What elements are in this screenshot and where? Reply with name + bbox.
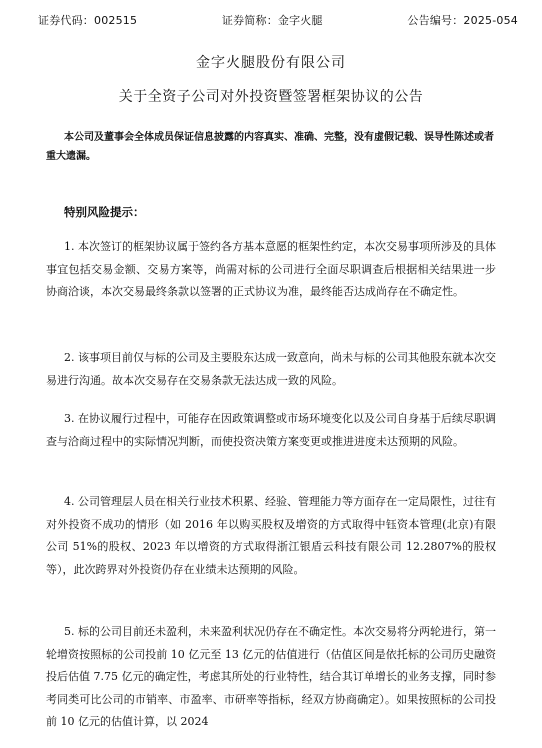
board-statement: 本公司及董事会全体成员保证信息披露的内容真实、准确、完整，没有虚假记载、误导性陈述或者重大遗漏。 <box>46 132 494 162</box>
risk-paragraph-2: 2. 该事项目前仅与标的公司及主要股东达成一致意向，尚未与标的公司其他股东就本次交易进行沟通。故本次交易存在交易条款无法达成一致的风险。 <box>46 351 496 387</box>
risk-paragraph-5: 5. 标的公司目前还未盈利，未来盈利状况仍存在不确定性。本次交易将分两轮进行，第一轮增资按照标的公司投前 10 亿元至 13 亿元的估值进行（估值区间是依托标的公司历史融资投后估值 7.75 亿元的确定性，考虑其所处的行业特性，结合其订单增长的业务支撑，同时参考同类可比公司的市销率、市盈率、市研率等指标，经双方协商确定）。如果按照标的公司投前 10 亿元的估值计算，以 2024 <box>46 625 496 728</box>
announcement-title: 关于全资子公司对外投资暨签署框架协议的公告 <box>118 89 424 105</box>
announcement-number: 公告编号：2025-054 <box>407 14 518 27</box>
company-name: 金字火腿股份有限公司 <box>196 55 346 71</box>
risk-paragraph-4: 4. 公司管理层人员在相关行业技术积累、经验、管理能力等方面存在一定局限性，过往有对外投资不成功的情形（如 2016 年以购买股权及增资的方式取得中钰资本管理(北京)有限公司 51%的股权、2023 年以增资的方式取得浙江银盾云科技有限公司 12.2807%的股权等），此次跨界对外投资仍存在业绩未达预期的风险。 <box>46 495 496 576</box>
risk-heading: 特别风险提示： <box>64 205 145 219</box>
stock-code: 证券代码：002515 <box>38 14 138 27</box>
document-header <box>38 12 518 28</box>
risk-paragraph-1: 1. 本次签订的框架协议属于签约各方基本意愿的框架性约定，本次交易事项所涉及的具体事宜包括交易金额、交易方案等，尚需对标的公司进行全面尽职调查后根据相关结果进一步协商洽谈，本次交易最终条款以签署的正式协议为准，最终能否达成尚存在不确定性。 <box>46 240 496 298</box>
stock-abbreviation: 证券简称：金字火腿 <box>221 14 323 27</box>
risk-paragraph-3: 3. 在协议履行过程中，可能存在因政策调整或市场环境变化以及公司自身基于后续尽职调查与洽商过程中的实际情况判断，而使投资决策方案变更或推进进度未达预期的风险。 <box>46 412 496 448</box>
